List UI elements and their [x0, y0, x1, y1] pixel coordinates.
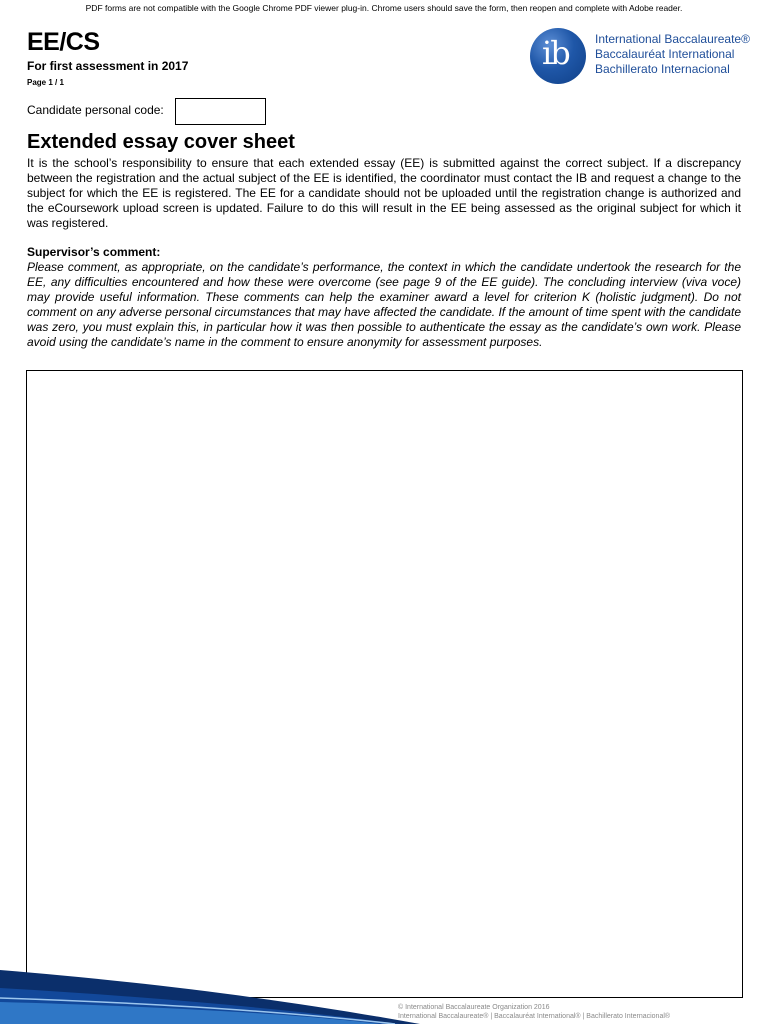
candidate-code-input[interactable]: [175, 98, 266, 125]
supervisor-comment-field[interactable]: [26, 370, 743, 998]
supervisor-instructions: Please comment, as appropriate, on the candidate’s performance, the context in which the candidate undertook the research for the EE, any difficulties encountered and how these were overcome (see page 9 of the EE guide). The concluding interview (viva voce) may provide useful information. These comments can help the examiner award a level for criterion K (holistic judgment). Do not comment on any adverse personal circumstances that may have affected the candidate. If the amount of time spent with the candidate was zero, you must explain this, in particular how it was then possible to authenticate the essay as the candidate’s own work. Please avoid using the candidate’s name in the comment to ensure anonymity for assessment purposes.: [27, 260, 741, 349]
ib-logo-mark-text: ib: [542, 34, 569, 72]
cover-sheet-heading: Extended essay cover sheet: [27, 131, 295, 153]
supervisor-comment-heading: Supervisor’s comment:: [27, 245, 161, 259]
copyright-line-2: International Baccalaureate® | Baccalauréat International® | Bachillerato Internacional®: [398, 1013, 671, 1020]
ib-logo-mark: [530, 28, 586, 84]
pdf-viewer-notice: PDF forms are not compatible with the Google Chrome PDF viewer plug-in. Chrome users should save the form, then reopen and complete with Adobe reader.: [85, 3, 683, 13]
candidate-code-label: Candidate personal code:: [27, 103, 164, 117]
ib-name-spanish: Bachillerato Internacional: [595, 62, 730, 76]
ib-name-french: Baccalauréat International: [595, 47, 735, 61]
copyright-line-1: © International Baccalaureate Organization 2016: [398, 1004, 550, 1011]
assessment-subtitle: For first assessment in 2017: [27, 59, 189, 73]
page-number: Page 1 / 1: [27, 78, 64, 87]
footer-wave-decoration: [0, 940, 420, 1024]
copyright-notice: [398, 1003, 670, 1021]
form-code-title: EE/CS: [27, 28, 100, 56]
ib-logo: [530, 28, 760, 86]
intro-paragraph: It is the school’s responsibility to ensure that each extended essay (EE) is submitted against the correct subject. If a discrepancy between the registration and the actual subject of the EE is identified, the coordinator must contact the IB and request a change to the subject for which the EE is registered. The EE for a candidate should not be uploaded until the registration change is authorized and the eCoursework upload screen is updated. Failure to do this will result in the EE being assessed as the original subject for which it was registered.: [27, 156, 741, 230]
ib-name-english: International Baccalaureate®: [595, 32, 750, 46]
ib-logo-names: [595, 32, 750, 77]
